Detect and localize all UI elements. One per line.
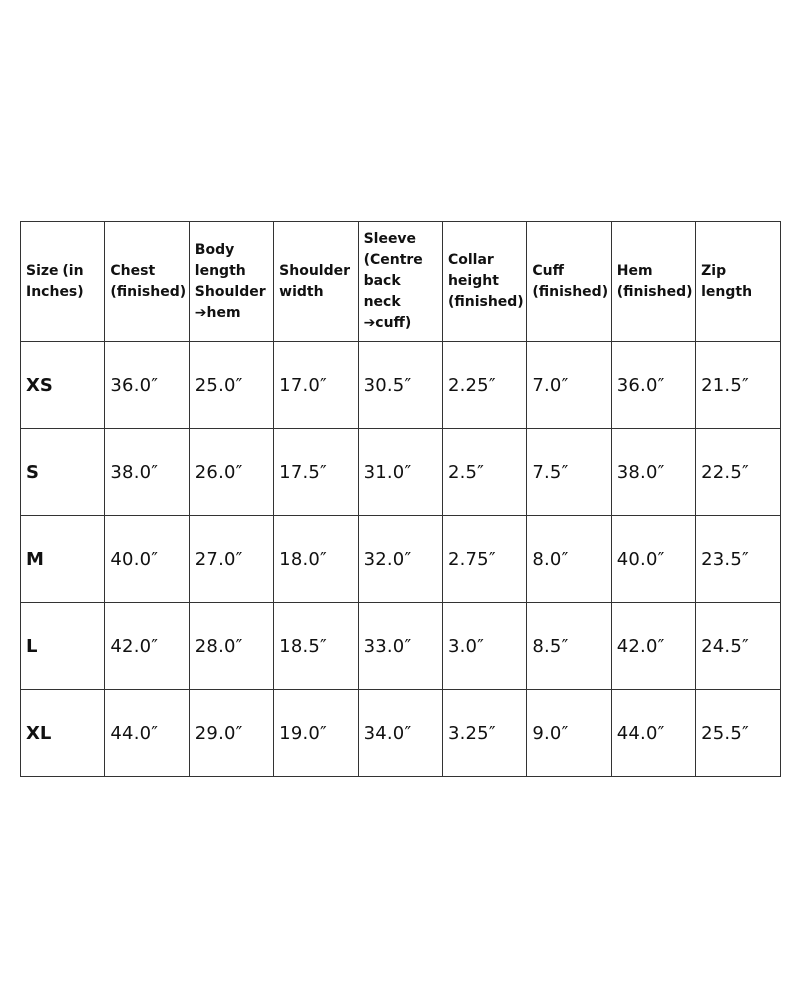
size-label: M [21, 516, 105, 603]
header-collar-height: Collar height (finished) [442, 222, 526, 342]
chest-value: 36.0″ [105, 342, 189, 429]
size-chart-table [20, 221, 781, 777]
shoulder-width-value: 19.0″ [274, 690, 358, 777]
shoulder-width-value: 17.5″ [274, 429, 358, 516]
body-length-value: 25.0″ [189, 342, 273, 429]
shoulder-width-value: 18.5″ [274, 603, 358, 690]
sleeve-value: 34.0″ [358, 690, 442, 777]
sleeve-value: 32.0″ [358, 516, 442, 603]
header-shoulder-width: Shoulder width [274, 222, 358, 342]
table-body [21, 342, 781, 777]
body-length-value: 28.0″ [189, 603, 273, 690]
header-sleeve: Sleeve (Centre back neck ➔cuff) [358, 222, 442, 342]
zip-length-value: 25.5″ [696, 690, 780, 777]
body-length-value: 26.0″ [189, 429, 273, 516]
body-length-value: 27.0″ [189, 516, 273, 603]
cuff-value: 7.5″ [527, 429, 611, 516]
hem-value: 36.0″ [611, 342, 695, 429]
chest-value: 44.0″ [105, 690, 189, 777]
sleeve-value: 31.0″ [358, 429, 442, 516]
collar-height-value: 3.0″ [442, 603, 526, 690]
table-row-m [21, 516, 781, 603]
size-label: XL [21, 690, 105, 777]
header-zip-length: Zip length [696, 222, 780, 342]
table-header [21, 222, 781, 342]
shoulder-width-value: 17.0″ [274, 342, 358, 429]
body-length-value: 29.0″ [189, 690, 273, 777]
table-row-s [21, 429, 781, 516]
collar-height-value: 3.25″ [442, 690, 526, 777]
zip-length-value: 22.5″ [696, 429, 780, 516]
size-label: L [21, 603, 105, 690]
header-row [21, 222, 781, 342]
hem-value: 38.0″ [611, 429, 695, 516]
header-chest: Chest (finished) [105, 222, 189, 342]
header-hem: Hem (finished) [611, 222, 695, 342]
cuff-value: 9.0″ [527, 690, 611, 777]
hem-value: 44.0″ [611, 690, 695, 777]
header-cuff: Cuff (finished) [527, 222, 611, 342]
zip-length-value: 23.5″ [696, 516, 780, 603]
table-row-l [21, 603, 781, 690]
collar-height-value: 2.5″ [442, 429, 526, 516]
header-size: Size (in Inches) [21, 222, 105, 342]
chest-value: 40.0″ [105, 516, 189, 603]
zip-length-value: 24.5″ [696, 603, 780, 690]
table-row-xl [21, 690, 781, 777]
sleeve-value: 33.0″ [358, 603, 442, 690]
chest-value: 38.0″ [105, 429, 189, 516]
shoulder-width-value: 18.0″ [274, 516, 358, 603]
collar-height-value: 2.25″ [442, 342, 526, 429]
zip-length-value: 21.5″ [696, 342, 780, 429]
cuff-value: 8.5″ [527, 603, 611, 690]
size-label: XS [21, 342, 105, 429]
cuff-value: 7.0″ [527, 342, 611, 429]
hem-value: 40.0″ [611, 516, 695, 603]
hem-value: 42.0″ [611, 603, 695, 690]
chest-value: 42.0″ [105, 603, 189, 690]
collar-height-value: 2.75″ [442, 516, 526, 603]
cuff-value: 8.0″ [527, 516, 611, 603]
size-label: S [21, 429, 105, 516]
table-row-xs [21, 342, 781, 429]
header-body-length: Body length Shoulder ➔hem [189, 222, 273, 342]
sleeve-value: 30.5″ [358, 342, 442, 429]
